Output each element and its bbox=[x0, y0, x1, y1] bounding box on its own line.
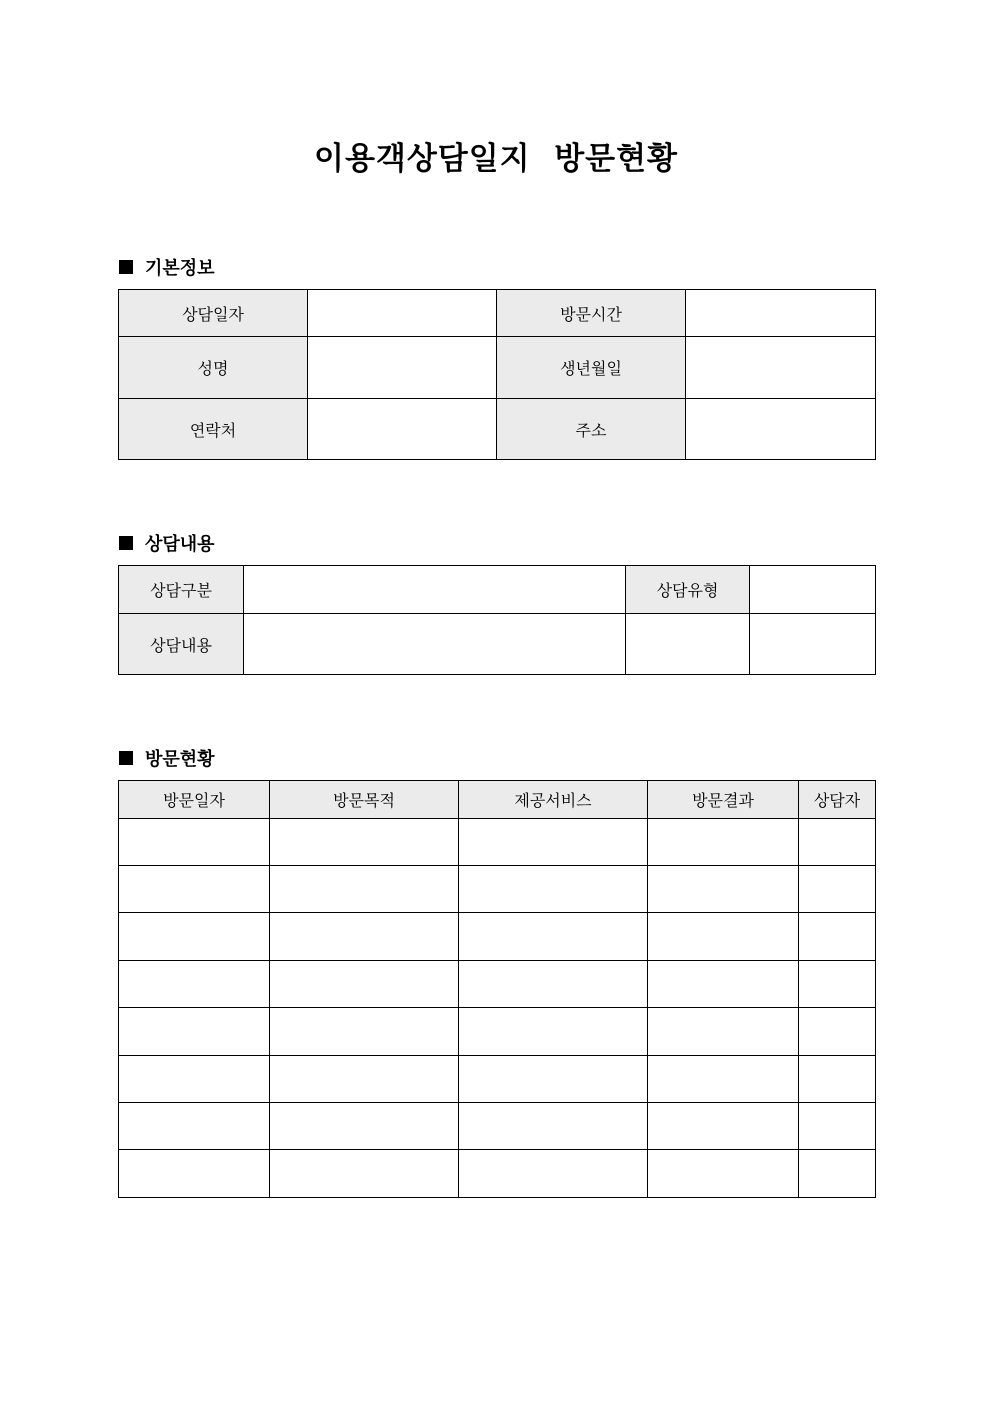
service-cell[interactable] bbox=[459, 1055, 648, 1102]
table-row bbox=[119, 913, 876, 960]
name-field[interactable] bbox=[308, 337, 497, 399]
consult-extra-field-1[interactable] bbox=[626, 614, 750, 675]
column-header-service: 제공서비스 bbox=[459, 781, 648, 819]
table-row bbox=[119, 819, 876, 866]
consult-date-field[interactable] bbox=[308, 290, 497, 337]
visit-date-cell[interactable] bbox=[119, 1102, 270, 1149]
square-bullet-icon bbox=[119, 260, 133, 274]
visit-result-cell[interactable] bbox=[648, 1102, 799, 1149]
table-row bbox=[119, 1008, 876, 1055]
consult-date-label: 상담일자 bbox=[119, 290, 308, 337]
contact-field[interactable] bbox=[308, 399, 497, 460]
consult-extra-field-2[interactable] bbox=[750, 614, 876, 675]
table-row bbox=[119, 1055, 876, 1102]
visit-purpose-cell[interactable] bbox=[270, 960, 459, 1007]
visit-result-cell[interactable] bbox=[648, 960, 799, 1007]
column-header-counselor: 상담자 bbox=[799, 781, 876, 819]
service-cell[interactable] bbox=[459, 819, 648, 866]
consult-category-label: 상담구분 bbox=[119, 566, 244, 614]
service-cell[interactable] bbox=[459, 1150, 648, 1197]
table-row bbox=[119, 866, 876, 913]
visit-result-cell[interactable] bbox=[648, 1150, 799, 1197]
service-cell[interactable] bbox=[459, 866, 648, 913]
visit-status-table bbox=[118, 780, 876, 1198]
table-row bbox=[119, 1150, 876, 1197]
visit-date-cell[interactable] bbox=[119, 1055, 270, 1102]
counselor-cell[interactable] bbox=[799, 913, 876, 960]
service-cell[interactable] bbox=[459, 1008, 648, 1055]
section-heading-basic bbox=[119, 254, 215, 280]
visit-date-cell[interactable] bbox=[119, 1008, 270, 1055]
visit-purpose-cell[interactable] bbox=[270, 819, 459, 866]
birth-date-field[interactable] bbox=[686, 337, 876, 399]
visit-date-cell[interactable] bbox=[119, 913, 270, 960]
column-header-visit-result: 방문결과 bbox=[648, 781, 799, 819]
counselor-cell[interactable] bbox=[799, 819, 876, 866]
consult-content-field[interactable] bbox=[244, 614, 626, 675]
square-bullet-icon bbox=[119, 751, 133, 765]
visit-purpose-cell[interactable] bbox=[270, 1055, 459, 1102]
consult-content-label: 상담내용 bbox=[119, 614, 244, 675]
column-header-visit-date: 방문일자 bbox=[119, 781, 270, 819]
counselor-cell[interactable] bbox=[799, 1055, 876, 1102]
visit-time-label: 방문시간 bbox=[497, 290, 686, 337]
visit-date-cell[interactable] bbox=[119, 1150, 270, 1197]
visit-purpose-cell[interactable] bbox=[270, 1008, 459, 1055]
page-title: 이용객상담일지 방문현황 bbox=[314, 141, 678, 177]
contact-label: 연락처 bbox=[119, 399, 308, 460]
service-cell[interactable] bbox=[459, 1102, 648, 1149]
name-label: 성명 bbox=[119, 337, 308, 399]
consult-table bbox=[118, 565, 876, 675]
service-cell[interactable] bbox=[459, 913, 648, 960]
consult-type-label: 상담유형 bbox=[626, 566, 750, 614]
service-cell[interactable] bbox=[459, 960, 648, 1007]
table-row bbox=[119, 1102, 876, 1149]
counselor-cell[interactable] bbox=[799, 1150, 876, 1197]
visit-purpose-cell[interactable] bbox=[270, 1102, 459, 1149]
consult-type-field[interactable] bbox=[750, 566, 876, 614]
visit-purpose-cell[interactable] bbox=[270, 866, 459, 913]
visit-time-field[interactable] bbox=[686, 290, 876, 337]
address-label: 주소 bbox=[497, 399, 686, 460]
section-heading-consult bbox=[119, 530, 215, 556]
visit-purpose-cell[interactable] bbox=[270, 1150, 459, 1197]
section-heading-consult-label: 상담내용 bbox=[145, 534, 215, 555]
visit-purpose-cell[interactable] bbox=[270, 913, 459, 960]
visit-result-cell[interactable] bbox=[648, 819, 799, 866]
section-heading-visits-label: 방문현황 bbox=[145, 749, 215, 770]
table-row bbox=[119, 960, 876, 1007]
visit-table-header bbox=[119, 781, 876, 819]
visit-date-cell[interactable] bbox=[119, 819, 270, 866]
visit-date-cell[interactable] bbox=[119, 866, 270, 913]
visit-result-cell[interactable] bbox=[648, 1008, 799, 1055]
section-heading-visits bbox=[119, 745, 215, 771]
counselor-cell[interactable] bbox=[799, 1102, 876, 1149]
column-header-visit-purpose: 방문목적 bbox=[270, 781, 459, 819]
section-heading-basic-label: 기본정보 bbox=[145, 258, 215, 279]
consult-category-field[interactable] bbox=[244, 566, 626, 614]
visit-result-cell[interactable] bbox=[648, 866, 799, 913]
square-bullet-icon bbox=[119, 536, 133, 550]
counselor-cell[interactable] bbox=[799, 866, 876, 913]
basic-info-table bbox=[118, 289, 876, 460]
address-field[interactable] bbox=[686, 399, 876, 460]
visit-result-cell[interactable] bbox=[648, 1055, 799, 1102]
counselor-cell[interactable] bbox=[799, 960, 876, 1007]
counselor-cell[interactable] bbox=[799, 1008, 876, 1055]
visit-date-cell[interactable] bbox=[119, 960, 270, 1007]
visit-result-cell[interactable] bbox=[648, 913, 799, 960]
birth-date-label: 생년월일 bbox=[497, 337, 686, 399]
